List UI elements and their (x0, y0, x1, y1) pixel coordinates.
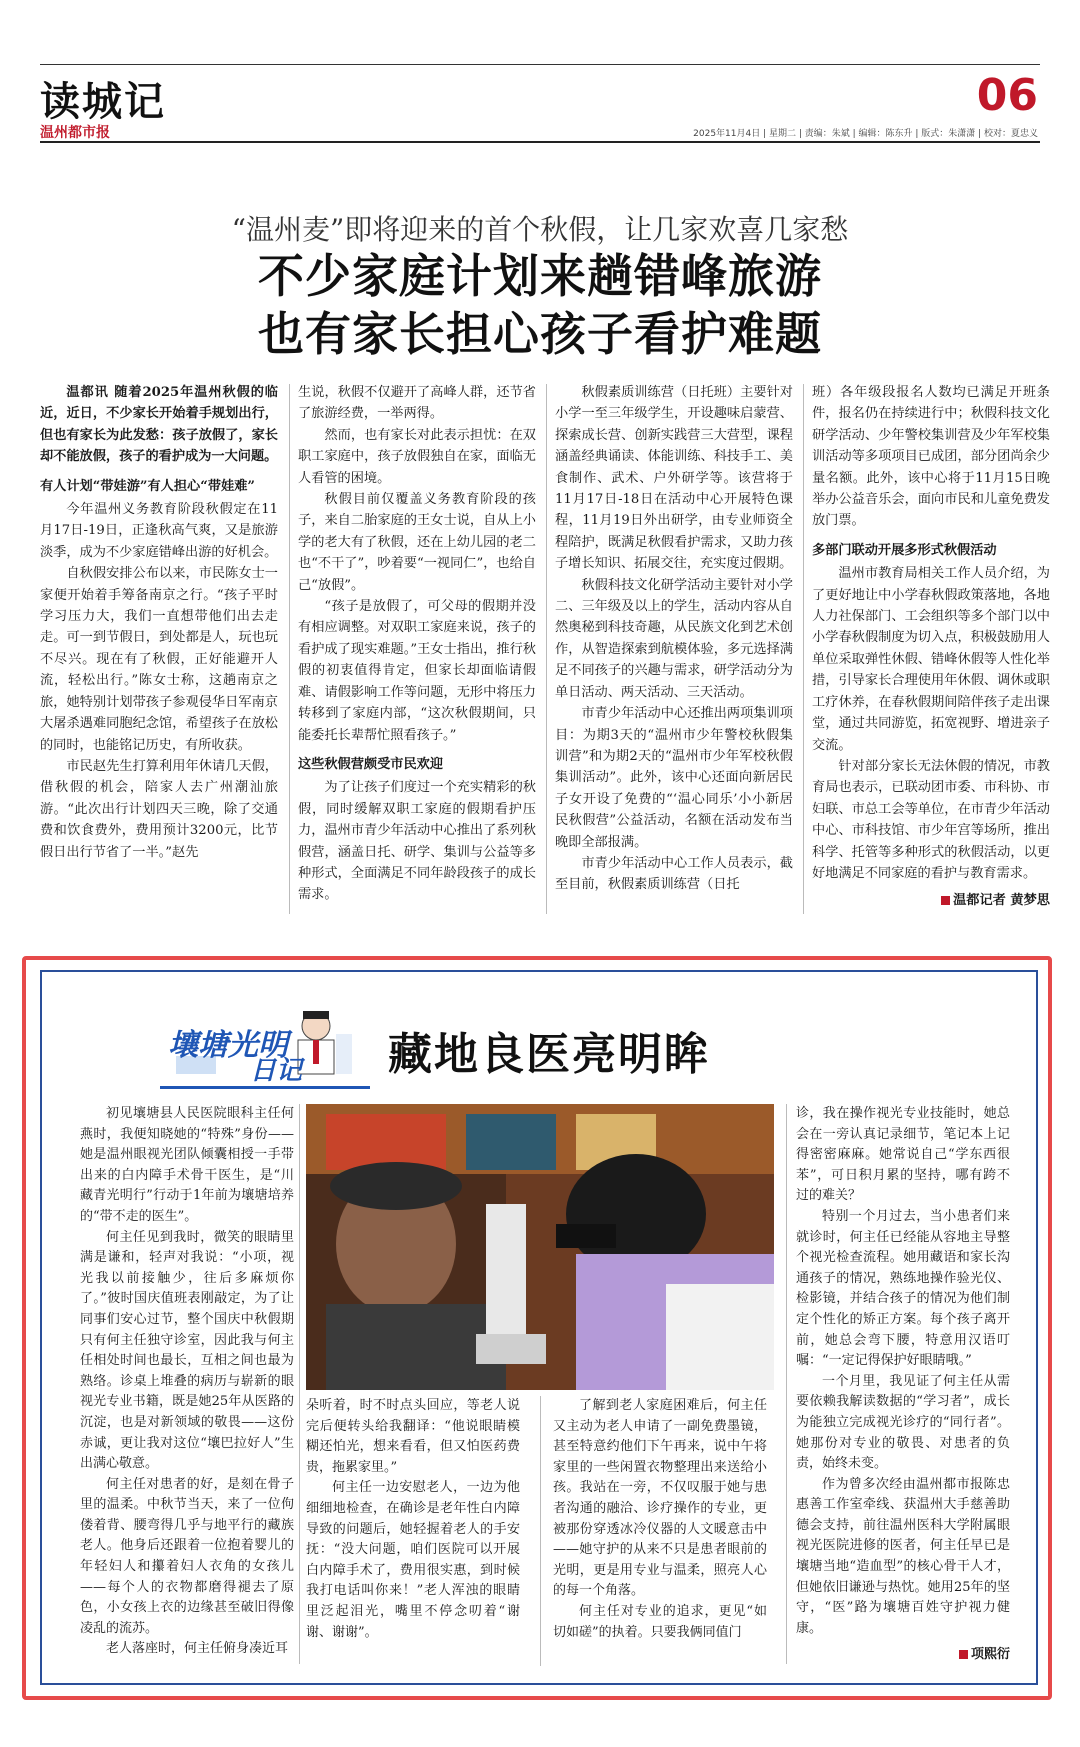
paragraph: 朵听着，时不时点头回应，等老人说完后便转头给我翻译：“他说眼睛模糊还怕光，想来看看，但又怕医药费贵，拖累家里。” (306, 1398, 520, 1475)
story1-kicker: “温州麦”即将迎来的首个秋假，让几家欢喜几家愁 (231, 213, 849, 246)
paragraph: 秋假科技文化研学活动主要针对小学二、三年级及以上的学生，活动内容从自然奥秘到科技奇趣，从民族文化到艺术创作，从智造探索到航模体验，多元选择满足不同孩子的兴趣与需求，研学活动分为单日活动、两天活动、三天活动。 (555, 577, 793, 700)
story2-column-2 (306, 1396, 520, 1643)
story1-headline-line2: 也有家长担心孩子看护难题 (258, 307, 822, 361)
column-logo-line1: 壤塘光明 (168, 1028, 288, 1063)
paragraph: 何主任一边安慰老人，一边为他细细地检查，在确诊是老年性白内障导致的问题后，她轻握着老人的手安抚：“没大问题，咱们医院可以开展白内障手术了，费用很实惠，到时候我打电话叫你来！”老人浑浊的眼睛里泛起泪光，嘴里不停念叨着“谢谢、谢谢”。 (306, 1480, 520, 1640)
story1-column-2 (298, 382, 536, 906)
paragraph: 自秋假安排公布以来，市民陈女士一家便开始着手筹备南京之行。“孩子平时学习压力大，我们一直想带他们出去走走。可一到节假日，到处都是人，玩也玩不尽兴。现在有了秋假，正好能避开人流，轻松出行。”陈女士称，这趟南京之旅，她特别计划带孩子参观侵华日军南京大屠杀遇难同胞纪念馆，希望孩子在放松的同时，也能铭记历史，有所收获。 (40, 566, 278, 753)
story1-column-1 (40, 382, 278, 863)
section-title: 读城记 (40, 78, 166, 125)
newspaper-name: 温州都市报 (40, 125, 110, 141)
paragraph: 特别一个月过去，当小患者们来就诊时，何主任已经能从容地主导整个视光检查流程。她用藏语和家长沟通孩子的情况，熟练地操作验光仪、检影镜，并结合孩子的情况为他们制定个性化的矫正方案。每个孩子离开前，她总会弯下腰，特意用汉语叮嘱：“一定记得保护好眼睛哦。” (796, 1208, 1010, 1369)
story1-subhead-1: 有人计划“带娃游”有人担心“带娃难” (40, 478, 255, 494)
story2-column-1 (80, 1104, 294, 1660)
paragraph: 了解到老人家庭困难后，何主任又主动为老人申请了一副免费墨镜，甚至特意约他们下午再来，说中午将家里的一些闲置衣物整理出来送给小孩。我站在一旁，不仅叹服于她与患者沟通的融洽、诊疗操作的专业，更被那份穿透冰冷仪器的人文暖意击中——她守护的从来不只是患者眼前的光明，更是用专业与温柔，照亮人心的每一个角落。 (553, 1398, 767, 1599)
column-divider (540, 1396, 541, 1666)
paragraph: 作为曾多次经由温州都市报陈忠惠善工作室牵线、获温州大手慈善助德会支持，前往温州医科大学附属眼视光医院进修的医者，何主任早已是壤塘当地“造血型”的核心骨干人才，但她依旧谦逊与热忱。她用25年的坚守，“医”路为壤塘百姓守护视力健康。 (796, 1476, 1010, 1636)
column-logo-line2: 日记 (250, 1056, 303, 1086)
issue-meta: 2025年11月4日 | 星期二 | 责编：朱斌 | 编辑：陈东升 | 版式：朱潇潇 | 校对：夏忠义 (693, 129, 1038, 139)
paragraph: 何主任对专业的追求，更见“如切如磋”的执着。只要我俩同值门 (553, 1603, 767, 1640)
paragraph: 今年温州义务教育阶段秋假定在11月17日-19日，正逢秋高气爽，又是旅游淡季，成为不少家庭错峰出游的好机会。 (40, 502, 278, 560)
paragraph: 然而，也有家长对此表示担忧：在双职工家庭中，孩子放假独自在家，面临无人看管的困境。 (298, 427, 536, 486)
column-divider (546, 384, 547, 914)
column-divider (289, 384, 290, 914)
story2-column-4 (796, 1104, 1010, 1666)
story1-byline (812, 890, 1050, 911)
story2-photo (306, 1104, 774, 1390)
masthead-rule (40, 141, 1040, 143)
story1-lead: 温都讯 随着2025年温州秋假的临近，近日，不少家长开始着手规划出行，但也有家长为此发愁：孩子放假了，家长却不能放假，孩子的看护成为一大问题。 (40, 385, 278, 465)
story2-title: 藏地良医亮明眸 (388, 1029, 710, 1080)
paragraph: 秋假素质训练营（日托班）主要针对小学一至三年级学生，开设趣味启蒙营、探索成长营、创新实践营三大营型，课程涵盖经典诵读、体能训练、科技手工、美食制作、武术、户外研学等。该营将于11月17日-18日在活动中心开展特色课程，11月19日外出研学，由专业师资全程陪护，既满足秋假看护需求，又助力孩子增长知识、拓展交往，充实度过假期。 (555, 385, 793, 572)
story1-subhead-2: 这些秋假营颇受市民欢迎 (298, 756, 444, 772)
story2-byline (796, 1645, 1010, 1666)
story1-headline-line1: 不少家庭计划来趟错峰旅游 (258, 249, 822, 303)
byline-marker-icon (959, 1650, 968, 1659)
paragraph: 一个月里，我见证了何主任从需要依赖我解读数据的“学习者”，成长为能独立完成视光诊疗的“同行者”。她那份对专业的敬畏、对患者的负责，始终未变。 (796, 1373, 1010, 1472)
paragraph: 班）各年级段报名人数均已满足开班条件，报名仍在持续进行中；秋假科技文化研学活动、少年警校集训营及少年军校集训活动等多项项目已成团，部分团尚余少量名额。此外，该中心将于11月15日晚举办公益音乐会，面向市民和儿童免费发放门票。 (812, 385, 1050, 529)
paragraph: 诊，我在操作视光专业技能时，她总会在一旁认真记录细节，笔记本上记得密密麻麻。她常说自己“学东西很苯”，可日积月累的坚持，哪有跨不过的难关？ (796, 1106, 1010, 1204)
column-divider (299, 1104, 300, 1664)
story1-column-4 (812, 382, 1050, 912)
paragraph: 秋假目前仅覆盖义务教育阶段的孩子，来自二胎家庭的王女士说，自从上小学的老大有了秋假，还在上幼儿园的老二也“不干了”，吵着要“一视同仁”，也给自己“放假”。 (298, 492, 536, 593)
story1-headline (0, 247, 1080, 363)
byline-text: 项熙衍 (970, 1647, 1010, 1663)
paragraph: 生说，秋假不仅避开了高峰人群，还节省了旅游经费，一举两得。 (298, 385, 536, 422)
logo-underline (160, 1086, 370, 1089)
paragraph: 为了让孩子们度过一个充实精彩的秋假，同时缓解双职工家庭的假期看护压力，温州市青少年活动中心推出了系列秋假营，涵盖日托、研学、集训与公益等多种形式，全面满足不同年龄段孩子的成长需求。 (298, 780, 536, 903)
byline-marker-icon (941, 896, 950, 905)
paragraph: 初见壤塘县人民医院眼科主任何燕时，我便知晓她的“特殊”身份——她是温州眼视光团队倾囊相授一手带出来的白内障手术骨干医生，是“川藏青光明行”行动于1年前为壤塘培养的“带不走的医生”。 (80, 1106, 294, 1224)
page-number: 06 (976, 70, 1038, 121)
top-rule (40, 64, 1040, 65)
paragraph: 何主任对患者的好，是刻在骨子里的温柔。中秋节当天，来了一位佝偻着背、腰弯得几乎与地平行的藏族老人。他身后还跟着一位抱着婴儿的年轻妇人和攥着妇人衣角的女孩儿——每个人的衣物都磨得褪去了原色，小女孩上衣的边缘甚至破旧得像凌乱的流苏。 (80, 1476, 294, 1636)
byline-text: 温都记者 黄梦思 (953, 893, 1050, 909)
story1-subhead-3: 多部门联动开展多形式秋假活动 (812, 542, 997, 558)
paragraph: 老人落座时，何主任俯身凑近耳 (106, 1641, 289, 1657)
paragraph: 针对部分家长无法休假的情况，市教育局也表示，已联动团市委、市科协、市妇联、市总工会等单位，在市青少年活动中心、市科技馆、市少年宫等场所，推出科学、托管等多种形式的秋假活动，以更好地满足不同家庭的看护与教育需求。 (812, 758, 1050, 881)
paragraph: 温州市教育局相关工作人员介绍，为了更好地让中小学春秋假政策落地，各地人力社保部门、工会组织等多个部门以中小学春秋假制度为切入点，积极鼓励用人单位采取弹性休假、错峰休假等人性化举措，引导家长合理使用年休假、调休或职工疗休养，在春秋假期间陪伴孩子走出课堂，通过共同游览，拓宽视野、增进亲子交流。 (812, 566, 1050, 753)
paragraph: 市青少年活动中心工作人员表示，截至目前，秋假素质训练营（日托 (555, 855, 793, 893)
eye-exam-photo-image (306, 1104, 774, 1390)
paragraph: 市民赵先生打算利用年休请几天假，借秋假的机会，陪家人去广州潮汕旅游。“此次出行计划四天三晚，除了交通费和饮食费外，费用预计3200元，比节假日出行节省了一半。”赵先 (40, 758, 278, 860)
paragraph: 市青少年活动中心还推出两项集训项目：为期3天的“温州市少年警校秋假集训营”和为期2天的“温州市少年军校秋假集训活动”。此外，该中心还面向新居民子女开设了免费的“‘温心同乐’小小新居民秋假营”公益活动，名额在活动发布当晚即全部报满。 (555, 706, 793, 850)
story1-column-3 (555, 382, 793, 896)
story2-column-3 (553, 1396, 767, 1643)
column-divider (803, 384, 804, 914)
paragraph: 何主任见到我时，微笑的眼睛里满是谦和，轻声对我说：“小项，视光我以前接触少，往后多麻烦你了。”彼时国庆值班表刚敲定，为了让同事们安心过节，整个国庆中秋假期只有何主任独守诊室，因此我与何主任相处时间也最长，互相之间也最为熟络。诊桌上堆叠的病历与崭新的眼视光专业书籍，既是她25年从医路的沉淀，也是对新领域的敬畏——这份赤诚，更让我对这位“壤巴拉好人”生出满心敬意。 (80, 1229, 294, 1472)
column-divider (786, 1104, 787, 1664)
paragraph: “孩子是放假了，可父母的假期并没有相应调整。对双职工家庭来说，孩子的看护成了现实难题。”王女士指出，推行秋假的初衷值得肯定，但家长却面临请假难、请假影响工作等问题，无形中将压力转移到了家庭内部，“这次秋假期间，只能委托长辈帮忙照看孩子。” (298, 599, 536, 743)
